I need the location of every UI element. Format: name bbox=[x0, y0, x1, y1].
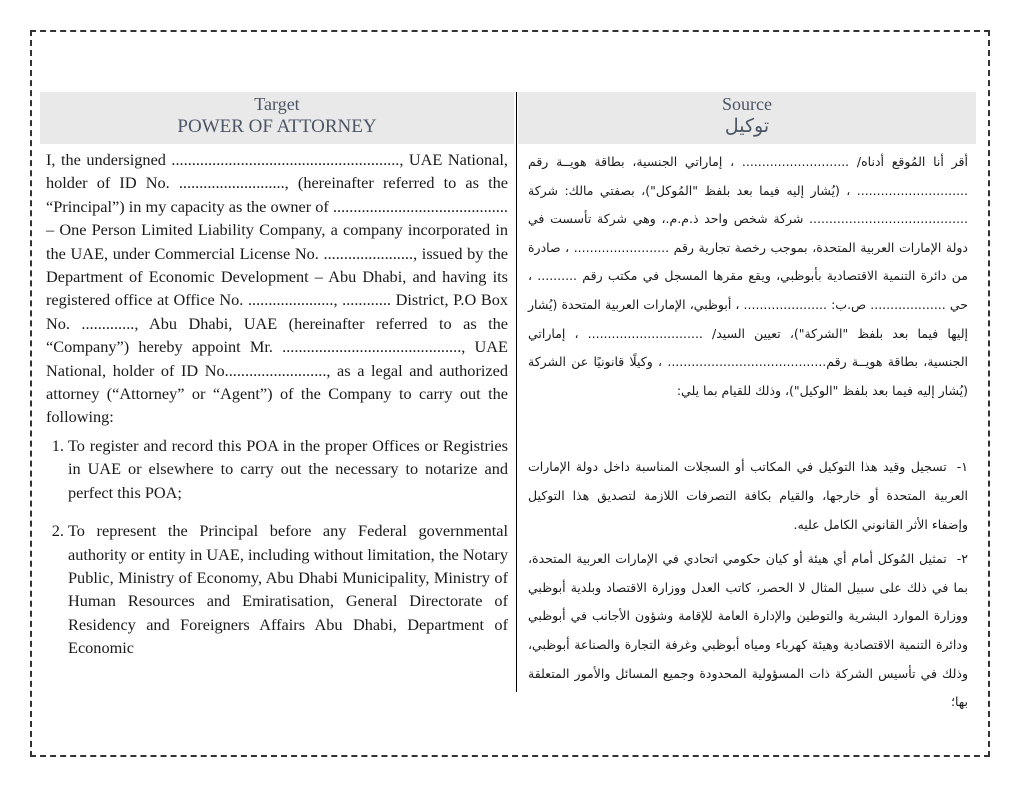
bilingual-table bbox=[40, 92, 976, 710]
arabic-item-1 bbox=[528, 453, 968, 539]
arabic-intro: أقر أنا المُوقع أدناه/ ........................... ، إماراتي الجنسية، بطاقة هويــة رقم ............................ ، (يُشار إليه فيما بعد بلفظ "المُوكل")، بصفتي مالك: شركة ........................................ شركة شخص واحد ذ.م.م.، وهي شركة تأسست في دولة الإمارات العربية المتحدة، بموجب رخصة تجارية رقم ........................ ، صادرة من دائرة التنمية الاقتصادية بأبوظبي، ويقع مقرها المسجل في مكتب رقم .......... ، حي ................... ص.ب: ..................... ، أبوظبي، الإمارات العربية المتحدة (يُشار إليها فيما بعد بلفظ "الشركة")، تعيين السيد/ ............................. ، إماراتي الجنسية، بطاقة هويــة رقم........................................ ، وكيلًا قانونيًا عن الشركة (يُشار إليه فيما بعد بلفظ "الوكيل")، وذلك للقيام بما يلي: bbox=[528, 154, 968, 398]
arabic-item-1-number: ١- bbox=[956, 459, 968, 475]
english-column bbox=[46, 148, 508, 675]
english-item-2: 2. To represent the Principal before any Federal governmental authority or entity in UAE, including without limitation, the Notary Public, Ministry of Economy, Abu Dhabi Municipality, Ministry of Human Resources and Emiratisation, General Directorate of Residency and Foreigners Affairs Abu Dhabi, Department of Economic bbox=[68, 519, 508, 659]
english-intro: I, the undersigned ........................................................, UAE National, holder of ID No. .........................., (hereinafter referred to as the “Principal”) in my capacity as the owner of ........................................... – One Person Limited Liability Company, a company incorporated in the UAE, under Commercial License No. ......................, issued by the Department of Economic Development – Abu Dhabi, and having its registered office at Office No. ....................., ............ District, P.O Box No. ............., Abu Dhabi, UAE (hereinafter referred to as the “Company”) hereby appoint Mr. ............................................, UAE National, holder of ID No........................., as a legal and authorized attorney (“Attorney” or “Agent”) of the Company to carry out the following: bbox=[46, 150, 508, 427]
arabic-item-2-text: تمثيل المُوكل أمام أي هيئة أو كيان حكومي اتحادي في الإمارات العربية المتحدة، بما في ذلك على سبيل المثال لا الحصر، كاتب العدل ووزارة الاقتصاد وبلدية أبوظبي ووزارة الموارد البشرية والتوطين والإدارة العامة للإقامة وشؤون الأجانب في أبوظبي ودائرة التنمية الاقتصادية وهيئة كهرباء ومياه أبوظبي وغرفة التجارة والصناعة أبوظبي، وذلك في تأسيس الشركة ذات المسؤولية المحدودة وجميع المسائل والأمور المتعلقة بها؛ bbox=[528, 551, 968, 710]
target-label: Target bbox=[254, 94, 300, 114]
source-title: توكيل bbox=[724, 116, 770, 137]
source-label: Source bbox=[722, 94, 772, 114]
target-header bbox=[40, 92, 514, 144]
arabic-item-2-number: ٢- bbox=[956, 551, 968, 567]
arabic-item-2 bbox=[528, 545, 968, 717]
target-title: POWER OF ATTORNEY bbox=[177, 116, 377, 137]
column-divider bbox=[516, 92, 517, 692]
english-item-1: 1. To register and record this POA in the proper Offices or Registries in UAE or elsewhere to carry out the necessary to notarize and perfect this POA; bbox=[68, 434, 508, 504]
arabic-column bbox=[528, 148, 968, 717]
source-header bbox=[518, 92, 976, 144]
english-list bbox=[46, 434, 508, 660]
arabic-item-1-text: تسجيل وقيد هذا التوكيل في المكاتب أو السجلات المناسبة داخل دولة الإمارات العربية المتحدة أو خارجها، والقيام بكافة التصرفات اللازمة لتصديق هذا التوكيل وإضفاء الأثر القانوني الكامل عليه. bbox=[528, 459, 968, 532]
